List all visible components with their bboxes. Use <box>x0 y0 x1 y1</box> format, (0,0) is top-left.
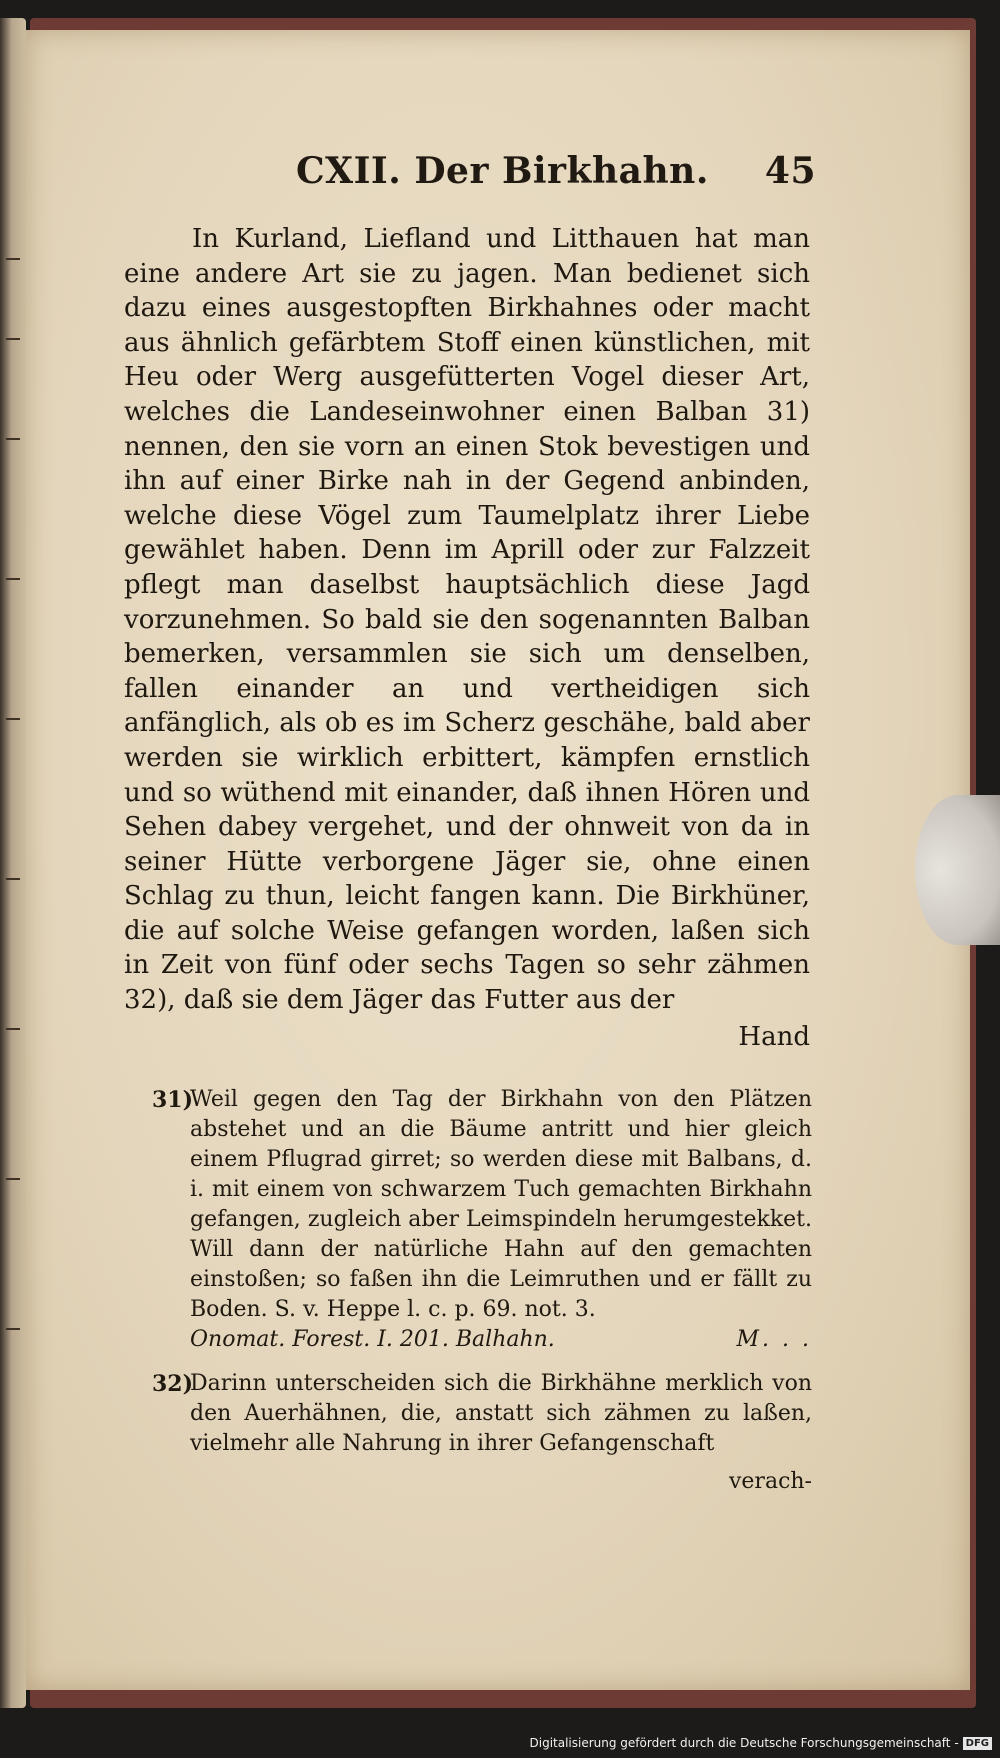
footnote-number: 31) <box>152 1087 194 1113</box>
previous-page-text-fragment <box>6 1328 20 1330</box>
page-clip <box>915 795 1000 945</box>
footnotes <box>152 1085 812 1497</box>
body-catchword: Hand <box>738 1022 810 1052</box>
footnote-reference: Onomat. Forest. I. 201. Balhahn. <box>190 1327 555 1352</box>
footnote-text: Darinn unterscheiden sich die Birkhähne merklich von den Auerhähnen, die, anstatt sich zähmen zu laßen, vielmehr alle Nahrung in ihrer Gefangenschaft <box>190 1371 812 1456</box>
footnote-signature: M. . . <box>736 1327 812 1352</box>
footnote-number: 32) <box>152 1371 194 1397</box>
dfg-logo: DFG <box>963 1737 992 1750</box>
previous-page-text-fragment <box>6 438 20 440</box>
footnote-text: Weil gegen den Tag der Birkhahn von den Plätzen abstehet und an die Bäume antritt und hier gleich einem Pflugrad girret; so werden diese mit Balbans, d. i. mit einem von schwarzem Tuch gemachten Birkhahn gefangen, zugleich aber Leimspindeln herumgestekket. Will dann der natürliche Hahn auf den gemachten einstoßen; so faßen ihn die Leimruthen und er fällt zu Boden. S. v. Heppe l. c. p. 69. not. 3. <box>190 1087 812 1322</box>
footnote-catchword: verach- <box>728 1469 812 1494</box>
previous-page-text-fragment <box>6 1178 20 1180</box>
previous-page-text-fragment <box>6 338 20 340</box>
body-paragraph: In Kurland, Liefland und Litthauen hat man eine andere Art sie zu jagen. Man bedienet sich dazu eines ausgestopften Birkhahnes oder macht aus ähnlich gefärbtem Stoff einen künstlichen, mit Heu oder Werg ausgefütterten Vogel dieser Art, welches die Landeseinwohner einen Balban 31) nennen, den sie vorn an einen Stok bevestigen und ihn auf einer Birke nah in der Gegend anbinden, welche diese Vögel zum Taumelplatz ihrer Liebe gewählet haben. Denn im Aprill oder zur Falzzeit pflegt man daselbst hauptsächlich diese Jagd vorzunehmen. So bald sie den sogenannten Balban bemerken, versammlen sie sich um denselben, fallen einander an und vertheidigen sich anfänglich, als ob es im Scherz geschähe, bald aber werden sie wirklich erbittert, kämpfen ernstlich und so wüthend mit einander, daß ihnen Hören und Sehen dabey vergehet, und der ohnweit von da in seiner Hütte verborgene Jäger sie, ohne einen Schlag zu thun, leicht fangen kann. Die Birkhüner, die auf solche Weise gefangen worden, laßen sich in Zeit von fünf oder sechs Tagen so sehr zähmen 32), daß sie dem Jäger das Futter aus der <box>124 224 810 1016</box>
previous-page-edge <box>0 18 26 1708</box>
main-text <box>124 222 810 1018</box>
previous-page-text-fragment <box>6 718 20 720</box>
chapter-title: CXII. Der Birkhahn. <box>296 150 709 192</box>
footnote-31 <box>152 1085 812 1355</box>
credit-text: Digitalisierung gefördert durch die Deutsche Forschungsgemeinschaft - <box>529 1736 959 1750</box>
previous-page-text-fragment <box>6 578 20 580</box>
running-head <box>296 150 816 198</box>
page-number: 45 <box>764 150 816 192</box>
previous-page-text-fragment <box>6 258 20 260</box>
previous-page-text-fragment <box>6 878 20 880</box>
previous-page-text-fragment <box>6 1028 20 1030</box>
digitization-credit <box>530 1732 993 1754</box>
footnote-32 <box>152 1369 812 1459</box>
